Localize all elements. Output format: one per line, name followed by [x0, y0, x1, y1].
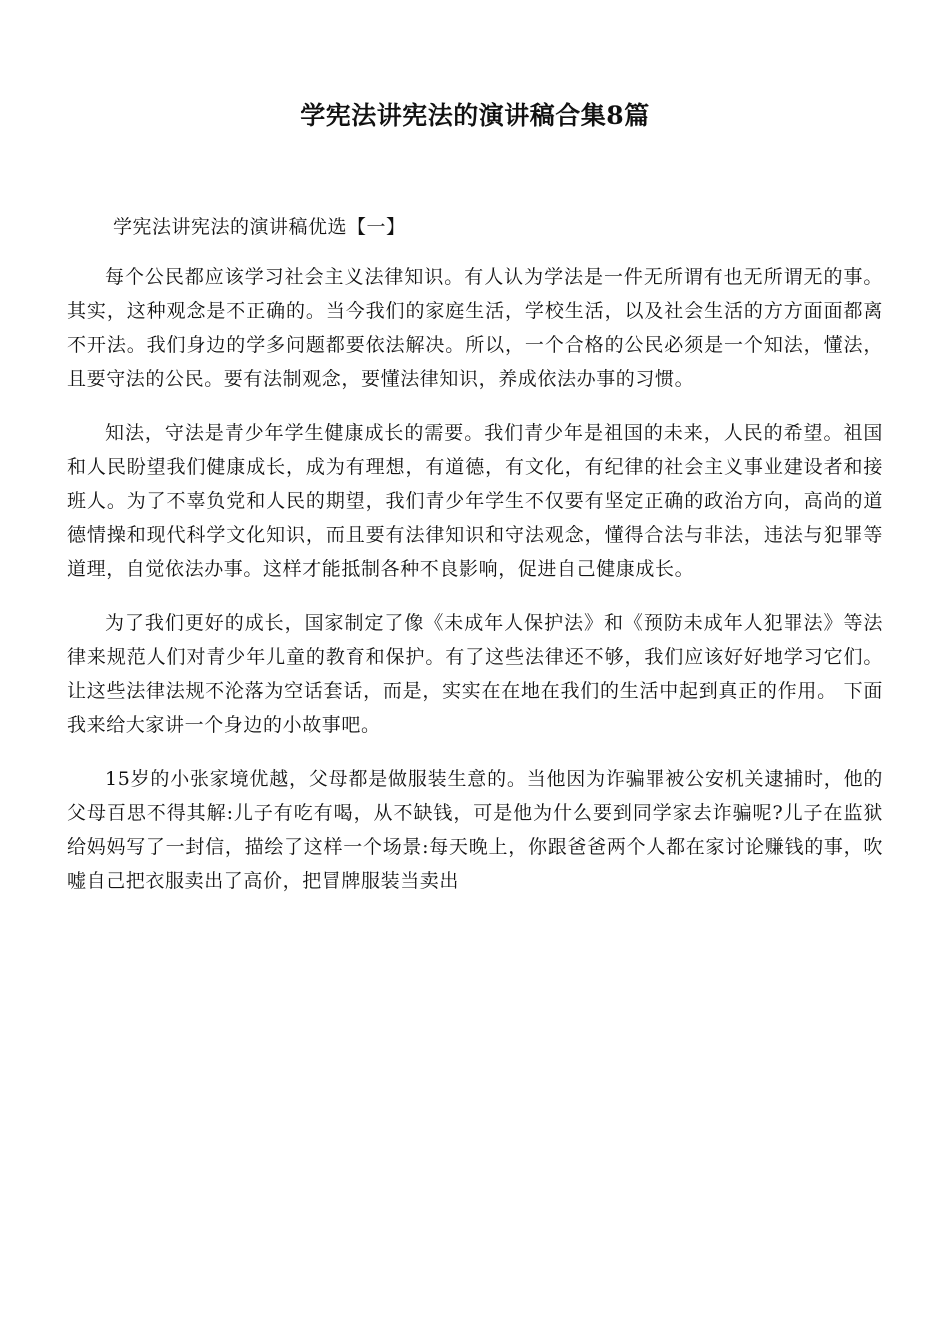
paragraph: 15岁的小张家境优越，父母都是做服装生意的。当他因为诈骗罪被公安机关逮捕时，他的父母百思不得其解:儿子有吃有喝，从不缺钱，可是他为什么要到同学家去诈骗呢?儿子在监狱给妈妈写了一封信，描绘了这样一个场景:每天晚上，你跟爸爸两个人都在家讨论赚钱的事，吹嘘自己把衣服卖出了高价，把冒牌服装当卖出 — [67, 768, 883, 892]
paragraph: 知法，守法是青少年学生健康成长的需要。我们青少年是祖国的未来，人民的希望。祖国和人民盼望我们健康成长，成为有理想，有道德，有文化，有纪律的社会主义事业建设者和接班人。为了不辜负党和人民的期望，我们青少年学生不仅要有坚定正确的政治方向，高尚的道德情操和现代科学文化知识，而且要有法律知识和守法观念，懂得合法与非法，违法与犯罪等道理，自觉依法办事。这样才能抵制各种不良影响，促进自己健康成长。 — [67, 422, 883, 580]
document-body — [67, 260, 883, 918]
document-title: 学宪法讲宪法的演讲稿合集8篇 — [300, 101, 650, 130]
paragraph: 为了我们更好的成长，国家制定了像《未成年人保护法》和《预防未成年人犯罪法》等法律来规范人们对青少年儿童的教育和保护。有了这些法律还不够，我们应该好好地学习它们。让这些法律法规不沦落为空话套话，而是，实实在在地在我们的生活中起到真正的作用。 下面我来给大家讲一个身边的小故事吧。 — [67, 612, 883, 736]
paragraph: 每个公民都应该学习社会主义法律知识。有人认为学法是一件无所谓有也无所谓无的事。其实，这种观念是不正确的。当今我们的家庭生活，学校生活，以及社会生活的方方面面都离不开法。我们身边的学多问题都要依法解决。所以，一个合格的公民必须是一个知法，懂法，且要守法的公民。要有法制观念，要懂法律知识，养成依法办事的习惯。 — [67, 266, 883, 390]
section-heading: 学宪法讲宪法的演讲稿优选【一】 — [113, 216, 406, 238]
